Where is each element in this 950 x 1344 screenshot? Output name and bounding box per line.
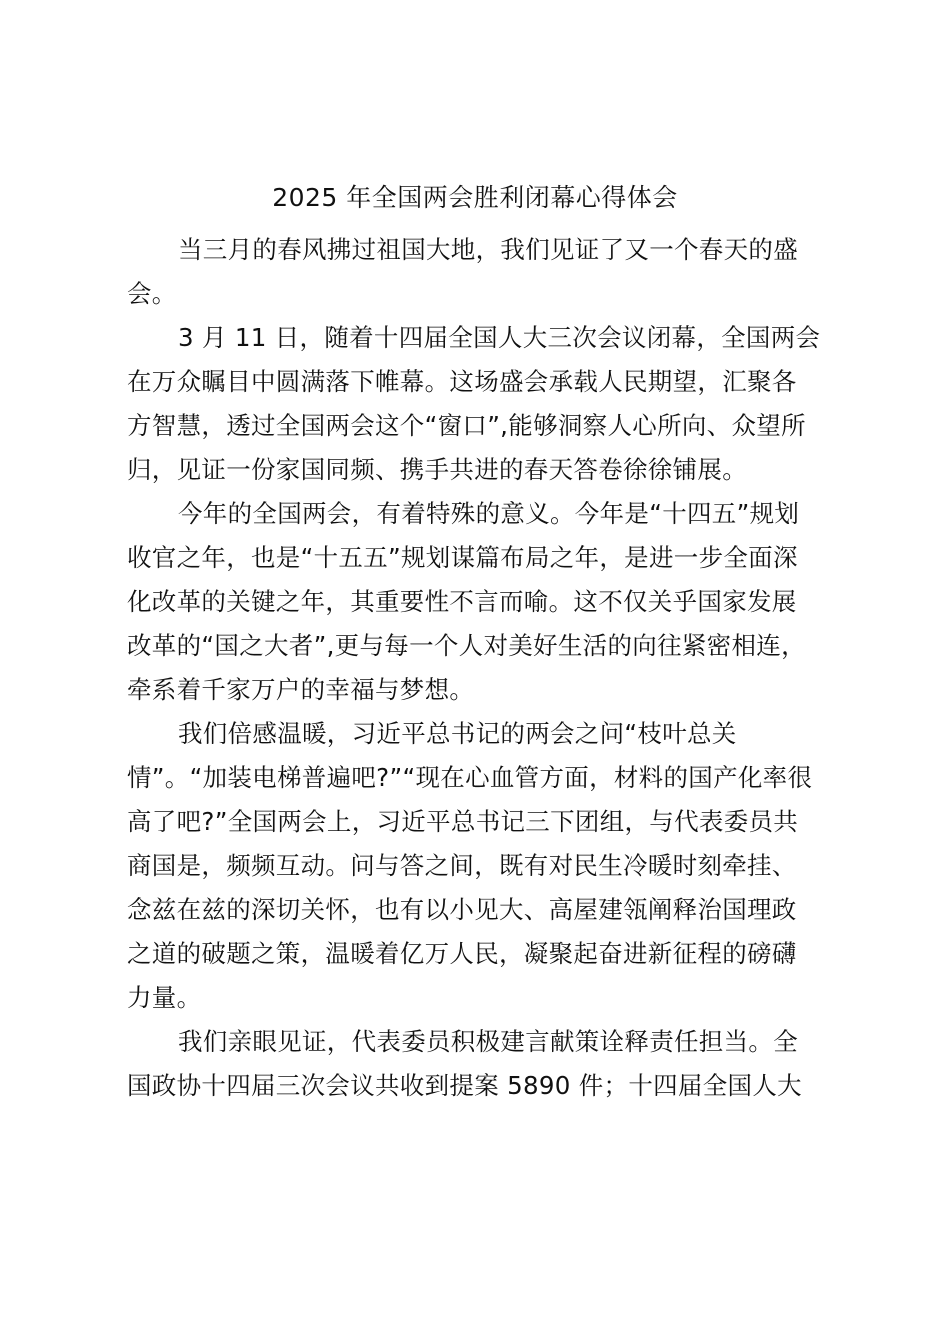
document-title: 2025 年全国两会胜利闭幕心得体会 xyxy=(272,183,678,212)
text-line: 3 月 11 日，随着十四届全国人大三次会议闭幕，全国两会 xyxy=(178,323,821,352)
text-line: 在万众瞩目中圆满落下帷幕。这场盛会承载人民期望，汇聚各 xyxy=(127,367,797,396)
text-line: 我们倍感温暖，习近平总书记的两会之问“枝叶总关 xyxy=(178,719,737,748)
text-line: 牵系着千家万户的幸福与梦想。 xyxy=(127,675,475,704)
paragraph-1 xyxy=(127,228,835,316)
text-line: 方智慧，透过全国两会这个“窗口”,能够洞察人心所向、众望所 xyxy=(127,411,806,440)
text-line: 力量。 xyxy=(127,983,202,1012)
text-line: 收官之年，也是“十五五”规划谋篇布局之年，是进一步全面深 xyxy=(127,543,798,572)
text-line: 情”。“加装电梯普遍吧?”“现在心血管方面，材料的国产化率很 xyxy=(127,763,813,792)
paragraph-5 xyxy=(127,1020,835,1108)
text-line: 商国是，频频互动。问与答之间，既有对民生冷暖时刻牵挂、 xyxy=(127,851,797,880)
text-line: 当三月的春风拂过祖国大地，我们见证了又一个春天的盛 xyxy=(178,235,798,264)
text-line: 今年的全国两会，有着特殊的意义。今年是“十四五”规划 xyxy=(178,499,800,528)
text-line: 会。 xyxy=(127,279,177,308)
text-line: 归，见证一份家国同频、携手共进的春天答卷徐徐铺展。 xyxy=(127,455,747,484)
text-line: 之道的破题之策，温暖着亿万人民，凝聚起奋进新征程的磅礴 xyxy=(127,939,797,968)
text-line: 国政协十四届三次会议共收到提案 5890 件；十四届全国人大 xyxy=(127,1071,802,1100)
text-line: 我们亲眼见证，代表委员积极建言献策诠释责任担当。全 xyxy=(178,1027,798,1056)
text-line: 念兹在兹的深切关怀，也有以小见大、高屋建瓴阐释治国理政 xyxy=(127,895,797,924)
document-body xyxy=(127,228,835,1108)
paragraph-3 xyxy=(127,492,835,712)
text-line: 改革的“国之大者”,更与每一个人对美好生活的向往紧密相连， xyxy=(127,631,806,660)
text-line: 化改革的关键之年，其重要性不言而喻。这不仅关乎国家发展 xyxy=(127,587,797,616)
paragraph-2 xyxy=(127,316,835,492)
paragraph-4 xyxy=(127,712,835,1020)
text-line: 高了吧?”全国两会上，习近平总书记三下团组，与代表委员共 xyxy=(127,807,799,836)
